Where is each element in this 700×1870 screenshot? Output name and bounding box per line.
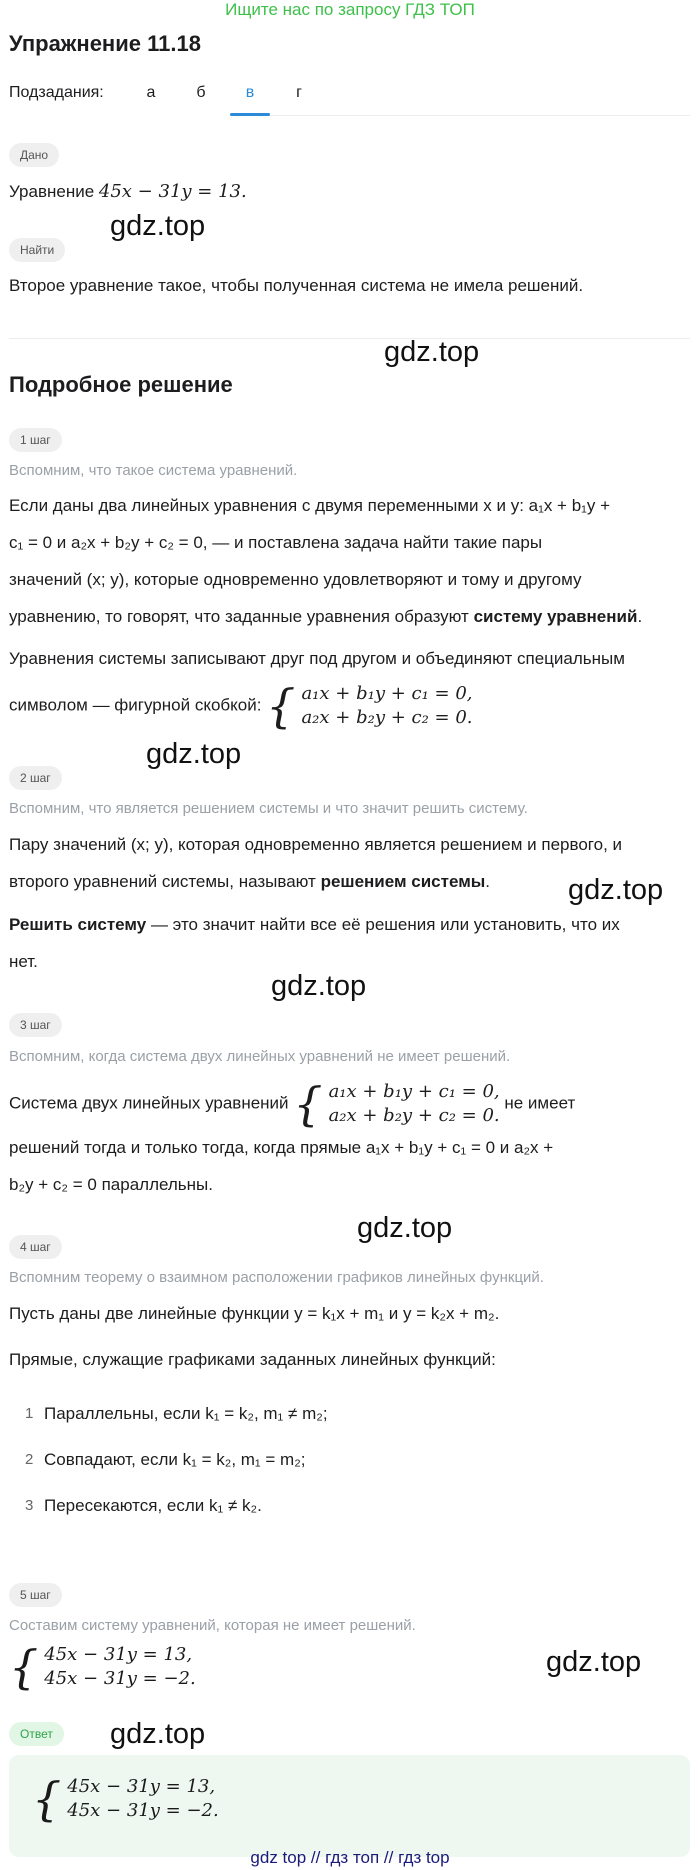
step-4-hint: Вспомним теорему о взаимном расположении графиков линейных функций. [9, 1269, 544, 1286]
step-2-line-2 [9, 864, 490, 900]
step-1-hint: Вспомним, что такое система уравнений. [9, 462, 298, 479]
find-text: Второе уравнение такое, чтобы полученная система не имела решений. [9, 276, 584, 295]
tab-subtask-b[interactable]: б [196, 84, 206, 101]
watermark: gdz.top [546, 1646, 642, 1678]
step-5-system [9, 1640, 196, 1694]
list-item-number: 3 [25, 1497, 34, 1514]
system-row: a₁x + b₁y + c₁ = 0, [301, 683, 473, 704]
step-5-hint: Составим систему уравнений, которая не имеет решений. [9, 1617, 416, 1634]
system-row: 45x − 31y = 13, [67, 1776, 216, 1797]
list-item: Параллельны, если k₁ = k₂, m₁ ≠ m₂; [44, 1404, 328, 1423]
curly-brace-icon: { [293, 1077, 323, 1131]
system-of-equations [293, 1077, 500, 1131]
step-2-line-2-end: . [485, 872, 491, 891]
system-row: 45x − 31y = −2. [67, 1800, 219, 1821]
step-2-chip: 2 шаг [9, 766, 62, 790]
tab-subtask-v[interactable]: в [245, 84, 255, 101]
curly-brace-icon: { [9, 1640, 39, 1694]
step-1-line-6 [9, 679, 473, 733]
given-chip: Дано [9, 143, 59, 167]
step-1-line-6-text: символом — фигурной скобкой: [9, 695, 262, 715]
system-of-equations [266, 679, 473, 733]
list-item: Совпадают, если k₁ = k₂, m₁ = m₂; [44, 1450, 306, 1469]
answer-chip: Ответ [9, 1722, 64, 1746]
step-3-line-2: решений тогда и только тогда, когда прямые a₁x + b₁y + c₁ = 0 и a₂x + [9, 1138, 554, 1157]
step-1-chip: 1 шаг [9, 428, 62, 452]
step-2-line-1: Пару значений (x; y), которая одновременно является решением и первого, и [9, 835, 623, 854]
step-2-line-4: нет. [9, 952, 38, 971]
active-tab-indicator [230, 113, 270, 116]
step-2-hint: Вспомним, что является решением системы и что значит решить систему. [9, 800, 528, 817]
answer-system [32, 1772, 219, 1826]
step-4-chip: 4 шаг [9, 1235, 62, 1259]
step-5-chip: 5 шаг [9, 1583, 62, 1607]
given-text [9, 174, 247, 210]
footer-links[interactable]: gdz top // гдз топ // гдз top [250, 1848, 450, 1867]
given-label: Уравнение [9, 182, 95, 201]
system-row: a₂x + b₂y + c₂ = 0. [328, 1105, 500, 1126]
watermark: gdz.top [110, 210, 206, 242]
watermark: gdz.top [110, 1718, 206, 1750]
step-2-line-2-text: второго уравнений системы, называют [9, 872, 321, 891]
step-1-line-4-end: . [637, 607, 643, 626]
step-1-line-4-text: уравнению, то говорят, что заданные уравнения образуют [9, 607, 474, 626]
watermark: gdz.top [568, 874, 664, 906]
step-3-line-1-end: не имеет [504, 1093, 576, 1113]
system-row: 45x − 31y = 13, [44, 1644, 193, 1665]
subtasks-label: Подзадания: [9, 84, 104, 101]
system-row: 45x − 31y = −2. [44, 1668, 196, 1689]
list-item: Пересекаются, если k₁ ≠ k₂. [44, 1496, 262, 1515]
step-1-line-1: Если даны два линейных уравнения с двумя переменными x и y: a₁x + b₁y + [9, 496, 611, 515]
list-item-number: 1 [25, 1405, 34, 1422]
step-1-line-3: значений (x; y), которые одновременно удовлетворяют и тому и другому [9, 570, 582, 589]
step-1-line-2: c₁ = 0 и a₂x + b₂y + c₂ = 0, — и поставлена задача найти такие пары [9, 533, 543, 552]
search-banner: Ищите нас по запросу ГДЗ ТОП [225, 0, 475, 19]
divider [9, 338, 690, 339]
term-system-solution: решением системы [320, 872, 486, 891]
step-3-line-1-text: Система двух линейных уравнений [9, 1093, 289, 1113]
step-1-line-5: Уравнения системы записывают друг под другом и объединяют специальным [9, 649, 625, 668]
page-title: Упражнение 11.18 [9, 31, 201, 56]
system-row: a₁x + b₁y + c₁ = 0, [328, 1081, 500, 1102]
watermark: gdz.top [146, 738, 242, 770]
system-row: a₂x + b₂y + c₂ = 0. [301, 707, 473, 728]
step-3-chip: 3 шаг [9, 1013, 62, 1037]
tabs-divider [230, 115, 690, 116]
find-chip: Найти [9, 238, 65, 262]
term-system-of-equations: систему уравнений [473, 607, 638, 626]
curly-brace-icon: { [266, 679, 296, 733]
step-1-line-4 [9, 599, 642, 635]
tab-subtask-a[interactable]: а [146, 84, 156, 101]
step-2-line-3-text: — это значит найти все её решения или установить, что их [146, 915, 620, 934]
step-4-line-1: Пусть даны две линейные функции y = k₁x + m₁ и y = k₂x + m₂. [9, 1304, 500, 1323]
list-item-number: 2 [25, 1451, 34, 1468]
term-solve-system: Решить систему [9, 915, 147, 934]
watermark: gdz.top [384, 336, 480, 368]
watermark: gdz.top [271, 970, 367, 1002]
step-3-line-3: b₂y + c₂ = 0 параллельны. [9, 1175, 213, 1194]
solution-title: Подробное решение [9, 372, 233, 397]
step-2-line-3 [9, 907, 620, 943]
step-3-hint: Вспомним, когда система двух линейных уравнений не имеет решений. [9, 1048, 511, 1065]
watermark: gdz.top [357, 1212, 453, 1244]
step-3-line-1 [9, 1077, 576, 1131]
given-equation: 45x − 31y = 13. [98, 181, 247, 202]
step-4-line-2: Прямые, служащие графиками заданных линейных функций: [9, 1350, 496, 1369]
curly-brace-icon: { [32, 1772, 62, 1826]
tab-subtask-g[interactable]: г [296, 84, 302, 101]
